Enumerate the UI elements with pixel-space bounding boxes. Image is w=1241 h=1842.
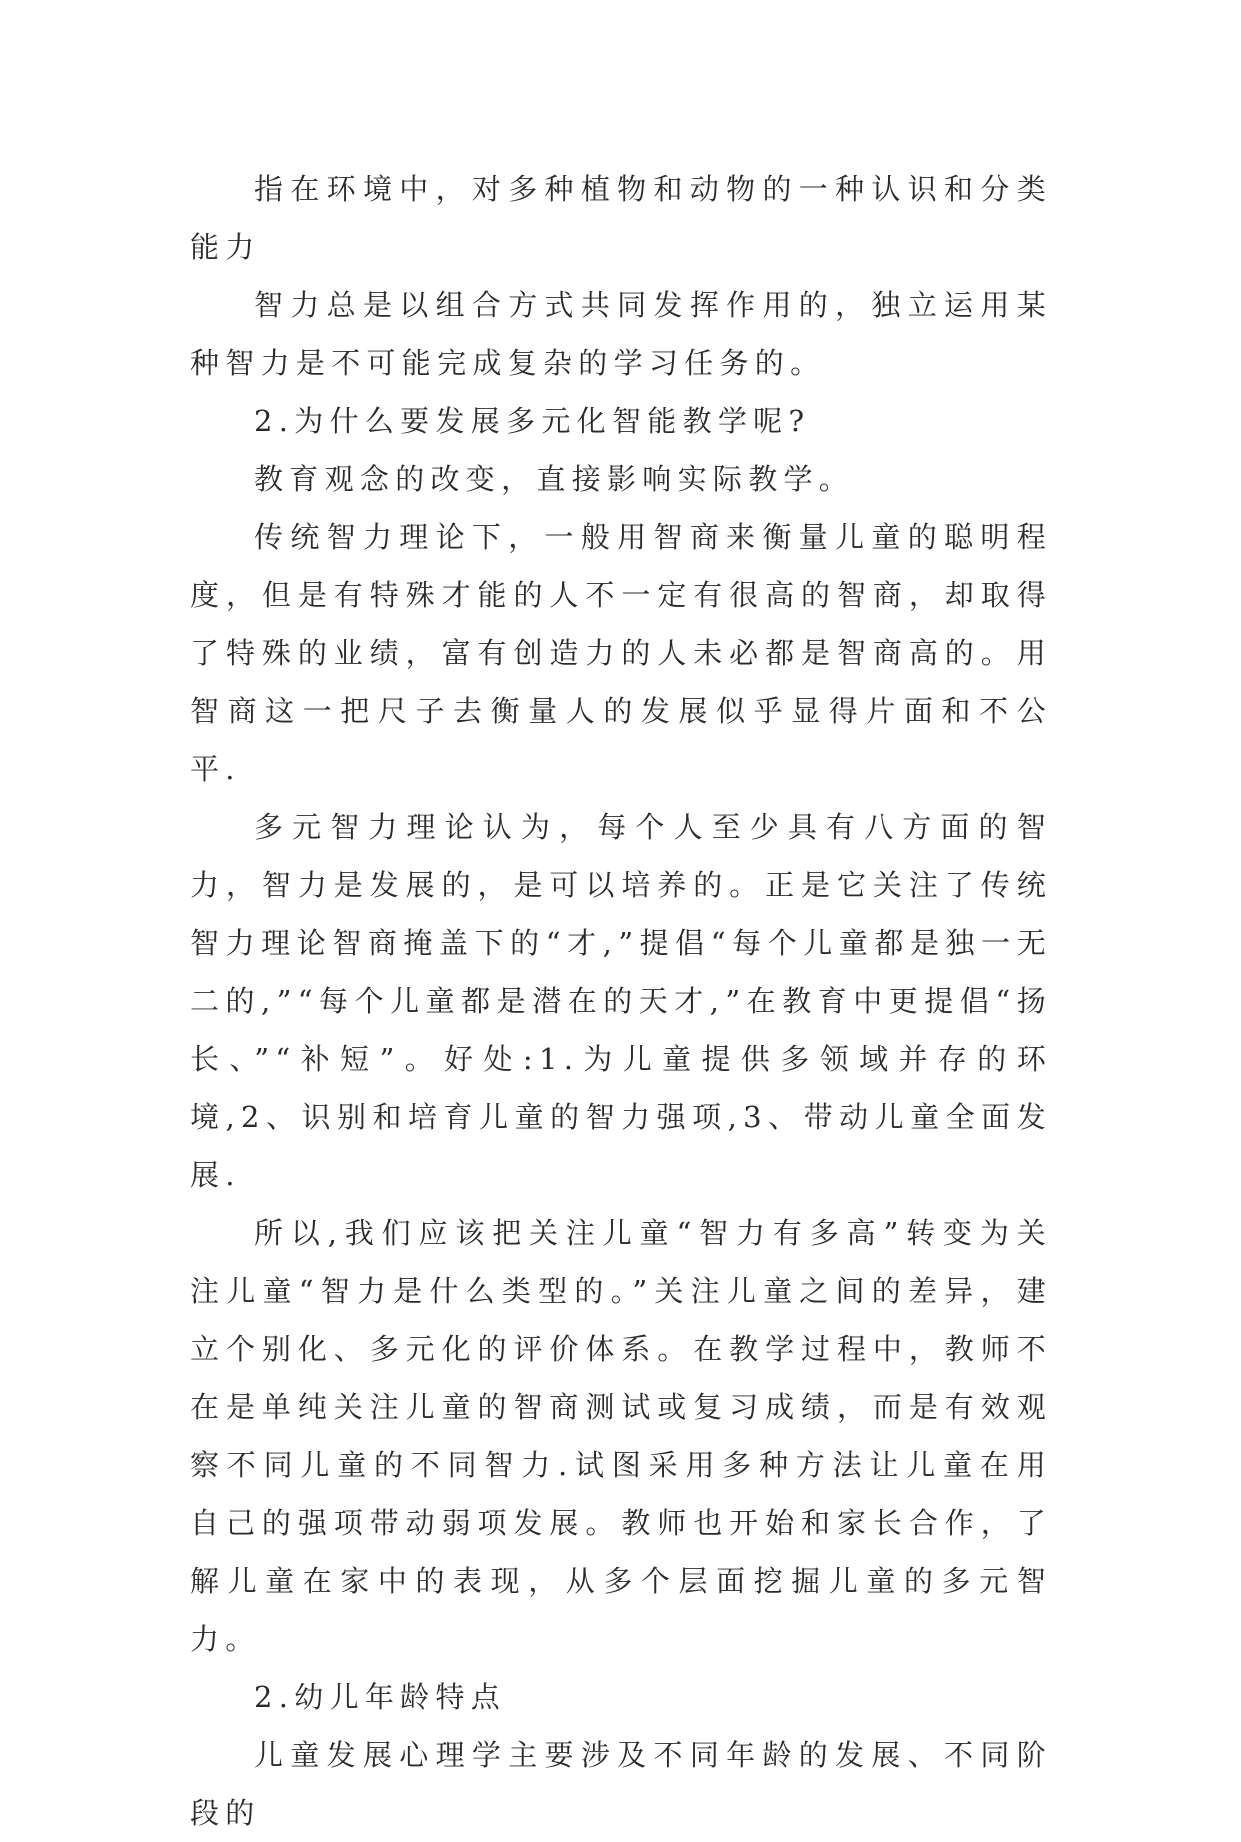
paragraph-combined-intelligence: 智力总是以组合方式共同发挥作用的，独立运用某种智力是不可能完成复杂的学习任务的。 xyxy=(190,288,1052,380)
paragraph-developmental-psychology: 儿童发展心理学主要涉及不同年龄的发展、不同阶段的 xyxy=(190,1738,1052,1830)
section-heading-why-multiple-intelligence: 2.为什么要发展多元化智能教学呢? xyxy=(254,404,811,438)
section-heading-child-age-features: 2.幼儿年龄特点 xyxy=(254,1680,507,1714)
document-body xyxy=(190,160,1052,1842)
paragraph-naturalist-intelligence: 指在环境中，对多种植物和动物的一种认识和分类能力 xyxy=(190,172,1052,264)
paragraph-multiple-intelligence-theory: 多元智力理论认为，每个人至少具有八方面的智力，智力是发展的，是可以培养的。正是它关注了传统智力理论智商掩盖下的“才,”提倡“每个儿童都是独一无二的,”“每个儿童都是潜在的天才,”在教育中更提倡“扬长、”“补短”。好处:1.为儿童提供多领域并存的环境,2、识别和培育儿童的智力强项,3、带动儿童全面发展. xyxy=(190,810,1052,1192)
paragraph-traditional-theory: 传统智力理论下，一般用智商来衡量儿童的聪明程度，但是有特殊才能的人不一定有很高的智商，却取得了特殊的业绩，富有创造力的人未必都是智商高的。用智商这一把尺子去衡量人的发展似乎显得片面和不公平. xyxy=(190,520,1052,786)
paragraph-therefore: 所以,我们应该把关注儿童“智力有多高”转变为关注儿童“智力是什么类型的。”关注儿童之间的差异，建立个别化、多元化的评价体系。在教学过程中，教师不在是单纯关注儿童的智商测试或复习成绩，而是有效观察不同儿童的不同智力.试图采用多种方法让儿童在用自己的强项带动弱项发展。教师也开始和家长合作，了解儿童在家中的表现，从多个层面挖掘儿童的多元智力。 xyxy=(190,1216,1052,1656)
paragraph-education-concept: 教育观念的改变，直接影响实际教学。 xyxy=(254,462,855,496)
